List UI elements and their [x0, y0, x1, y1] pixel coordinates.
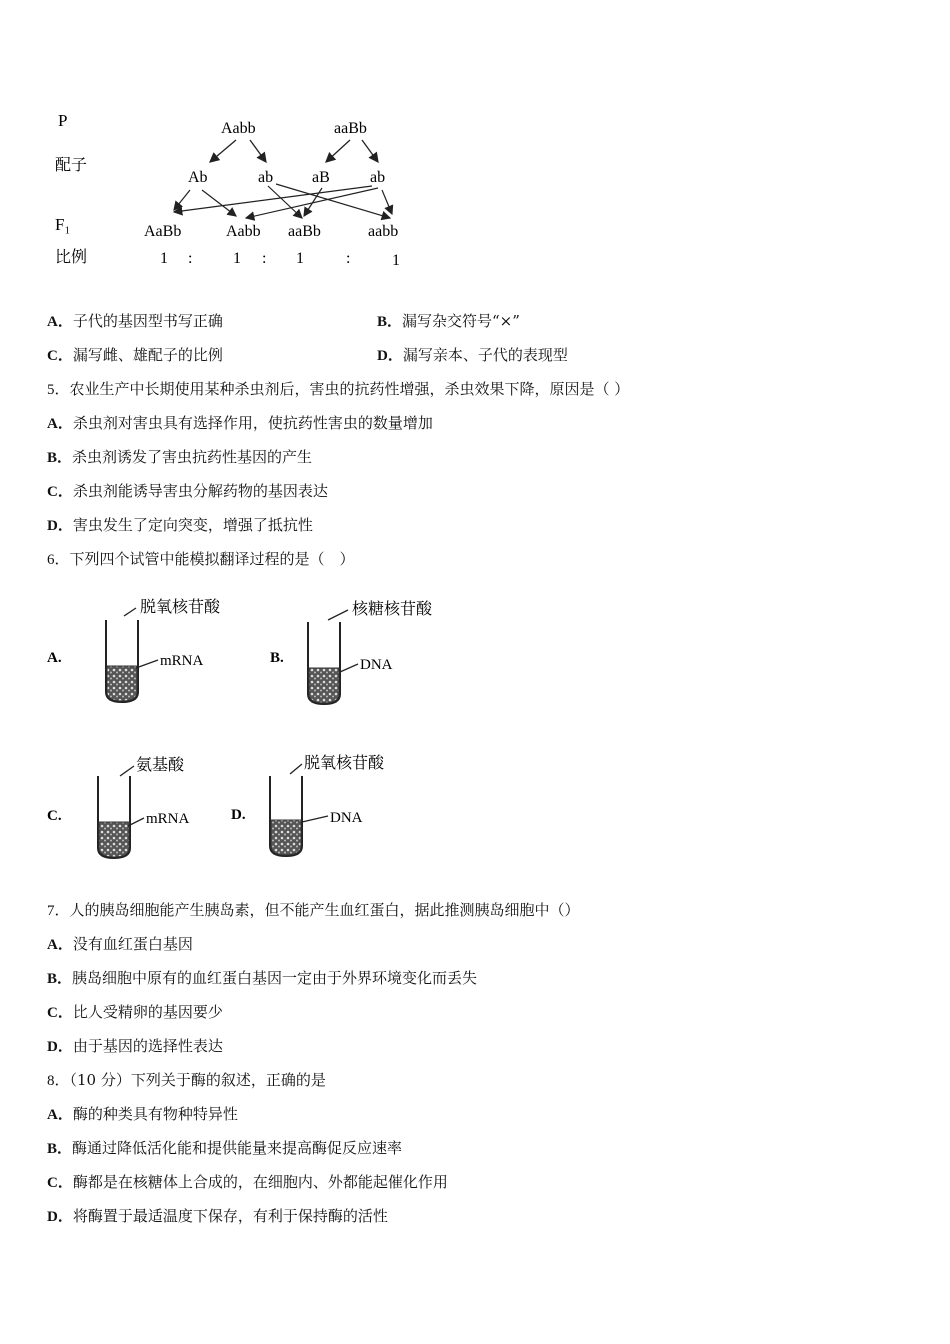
tube-d — [231, 754, 385, 856]
tube-c — [47, 756, 190, 858]
q8-option-c: C．酶都是在核糖体上合成的，在细胞内、外都能起催化作用 — [47, 1173, 448, 1191]
q8-option-a: A．酶的种类具有物种特异性 — [47, 1105, 238, 1123]
q4-option-a: A．子代的基因型书写正确 — [47, 312, 223, 330]
tube-b-letter: B. — [270, 650, 284, 666]
tube-a — [47, 598, 221, 702]
tube-c-letter: C. — [47, 808, 62, 824]
q7-option-d: D．由于基因的选择性表达 — [47, 1037, 223, 1055]
offspring-4: aabb — [368, 223, 399, 240]
q7-stem: 7．人的胰岛细胞能产生胰岛素，但不能产生血红蛋白，据此推测胰岛细胞中（） — [47, 901, 580, 919]
genetic-cross-diagram — [40, 100, 440, 280]
q8-stem: 8．（10 分）下列关于酶的叙述，正确的是 — [47, 1071, 326, 1089]
ratio-2: 1 — [233, 250, 241, 267]
tube-b-top-label: 核糖核苷酸 — [352, 601, 433, 618]
q8-option-b: B．酶通过降低活化能和提供能量来提高酶促反应速率 — [47, 1139, 403, 1157]
ratio-1: 1 — [160, 250, 168, 267]
parent-1: Aabb — [221, 120, 256, 137]
row-label-ratio: 比例 — [55, 249, 88, 266]
gamete-3: aB — [312, 169, 330, 186]
tube-c-side-label: mRNA — [146, 811, 190, 827]
tube-a-top-label: 脱氧核苷酸 — [140, 599, 221, 616]
q4-option-c: C．漏写雌、雄配子的比例 — [47, 346, 223, 364]
q5-option-b: B．杀虫剂诱发了害虫抗药性基因的产生 — [47, 448, 313, 466]
q7-option-c: C．比人受精卵的基因要少 — [47, 1003, 223, 1021]
q5-option-c: C．杀虫剂能诱导害虫分解药物的基因表达 — [47, 482, 328, 500]
ratio-4: 1 — [392, 252, 400, 269]
ratio-sep-2: : — [262, 250, 267, 267]
q5-stem: 5．农业生产中长期使用某种杀虫剂后，害虫的抗药性增强，杀虫效果下降，原因是（ ） — [47, 380, 630, 398]
tube-a-letter: A. — [47, 650, 62, 666]
q5-option-a: A．杀虫剂对害虫具有选择作用，使抗药性害虫的数量增加 — [47, 414, 433, 432]
q4-option-b: B．漏写杂交符号“×” — [377, 312, 520, 330]
tube-b — [270, 600, 433, 704]
q7-option-b: B．胰岛细胞中原有的血红蛋白基因一定由于外界环境变化而丢失 — [47, 969, 478, 987]
parent-2: aaBb — [334, 120, 367, 137]
gamete-4: ab — [370, 169, 386, 186]
tube-d-side-label: DNA — [330, 810, 363, 826]
q4-option-d: D．漏写亲本、子代的表现型 — [377, 346, 568, 364]
offspring-2: Aabb — [226, 223, 261, 240]
tube-b-side-label: DNA — [360, 657, 393, 673]
q7-option-a: A．没有血红蛋白基因 — [47, 935, 193, 953]
tube-d-letter: D. — [231, 807, 246, 823]
row-label-gametes: 配子 — [55, 157, 88, 174]
q5-option-d: D．害虫发生了定向突变，增强了抵抗性 — [47, 516, 313, 534]
test-tube-figure — [40, 590, 500, 880]
q8-option-d: D．将酶置于最适温度下保存，有利于保持酶的活性 — [47, 1207, 388, 1225]
tube-c-top-label: 氨基酸 — [136, 757, 185, 774]
offspring-3: aaBb — [288, 223, 321, 240]
tube-d-top-label: 脱氧核苷酸 — [304, 755, 385, 772]
row-label-p: P — [58, 111, 68, 130]
ratio-3: 1 — [296, 250, 304, 267]
offspring-1: AaBb — [144, 223, 182, 240]
row-label-f1: F₁ — [55, 215, 71, 234]
tube-a-side-label: mRNA — [160, 653, 204, 669]
gamete-1: Ab — [188, 169, 208, 186]
ratio-sep-1: : — [188, 250, 193, 267]
q6-stem: 6．下列四个试管中能模拟翻译过程的是（ ） — [47, 550, 355, 568]
ratio-sep-3: : — [346, 250, 351, 267]
gamete-2: ab — [258, 169, 274, 186]
